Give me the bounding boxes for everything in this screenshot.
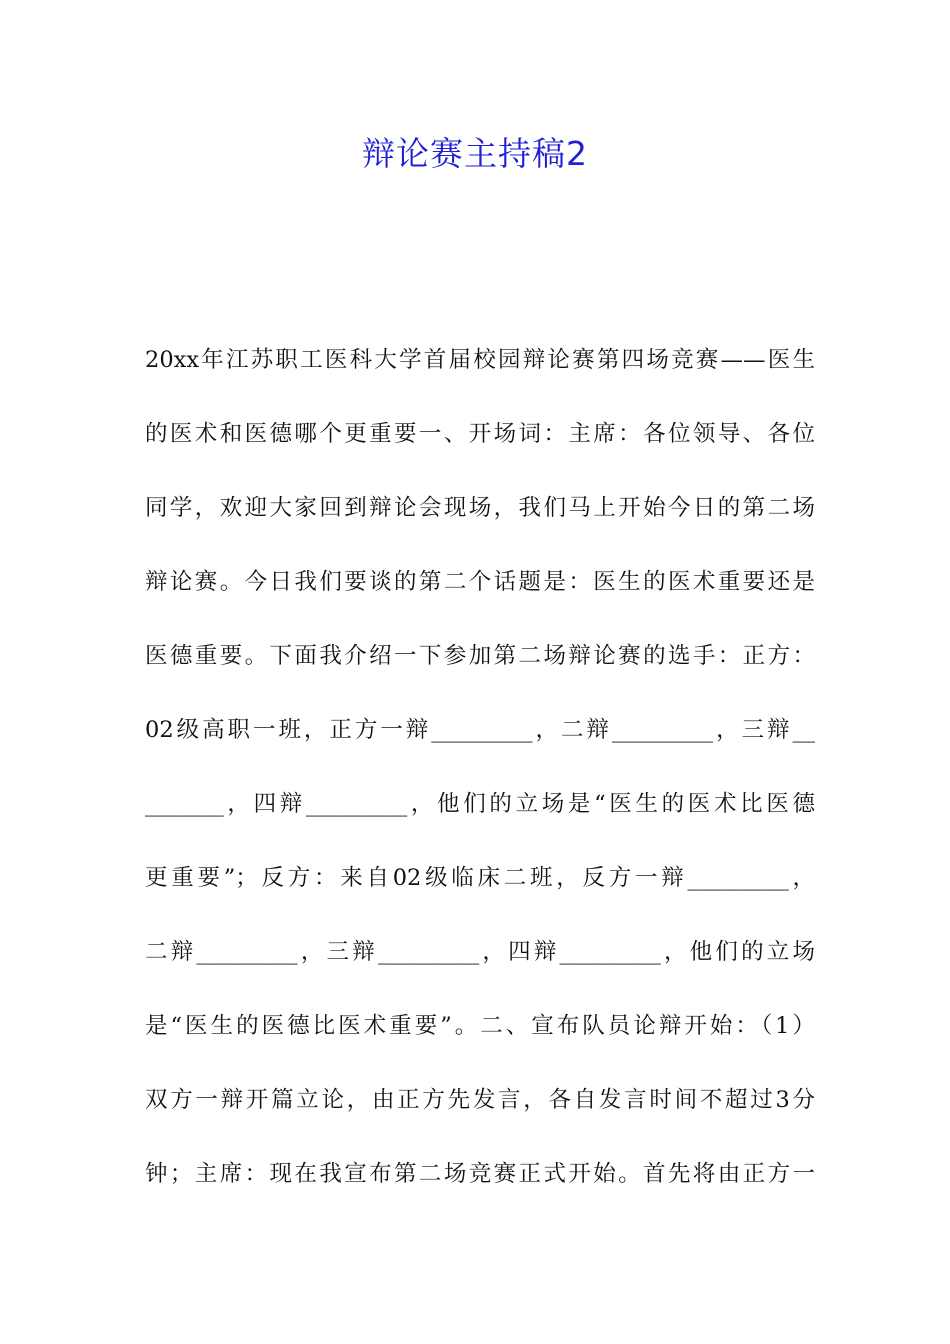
body-line: 同学，欢迎大家回到辩论会现场，我们马上开始今日的第二场 bbox=[145, 495, 815, 521]
body-line: 医德重要。下面我介绍一下参加第二场辩论赛的选手：正方： bbox=[145, 643, 815, 669]
body-line: 02级高职一班，正方一辩_________，二辩_________，三辩__ bbox=[145, 717, 815, 743]
body-line: 的医术和医德哪个更重要一、开场词：主席：各位领导、各位 bbox=[145, 421, 815, 447]
body-line: _______，四辩_________，他们的立场是“医生的医术比医德 bbox=[145, 791, 815, 817]
document-title: 辩论赛主持稿2 bbox=[362, 134, 588, 173]
body-line: 更重要”；反方：来自02级临床二班，反方一辩_________， bbox=[145, 865, 815, 891]
body-line: 是“医生的医德比医术重要”。二、宣布队员论辩开始：（1） bbox=[145, 1013, 815, 1039]
body-line: 辩论赛。今日我们要谈的第二个话题是：医生的医术重要还是 bbox=[145, 569, 815, 595]
document-body bbox=[145, 338, 815, 1226]
body-line: 双方一辩开篇立论，由正方先发言，各自发言时间不超过3分 bbox=[145, 1087, 815, 1113]
body-line: 二辩_________，三辩_________，四辩_________，他们的立场 bbox=[145, 939, 815, 965]
body-line: 20xx年江苏职工医科大学首届校园辩论赛第四场竞赛——医生 bbox=[145, 347, 815, 373]
body-line: 钟；主席：现在我宣布第二场竞赛正式开始。首先将由正方一 bbox=[145, 1161, 815, 1187]
